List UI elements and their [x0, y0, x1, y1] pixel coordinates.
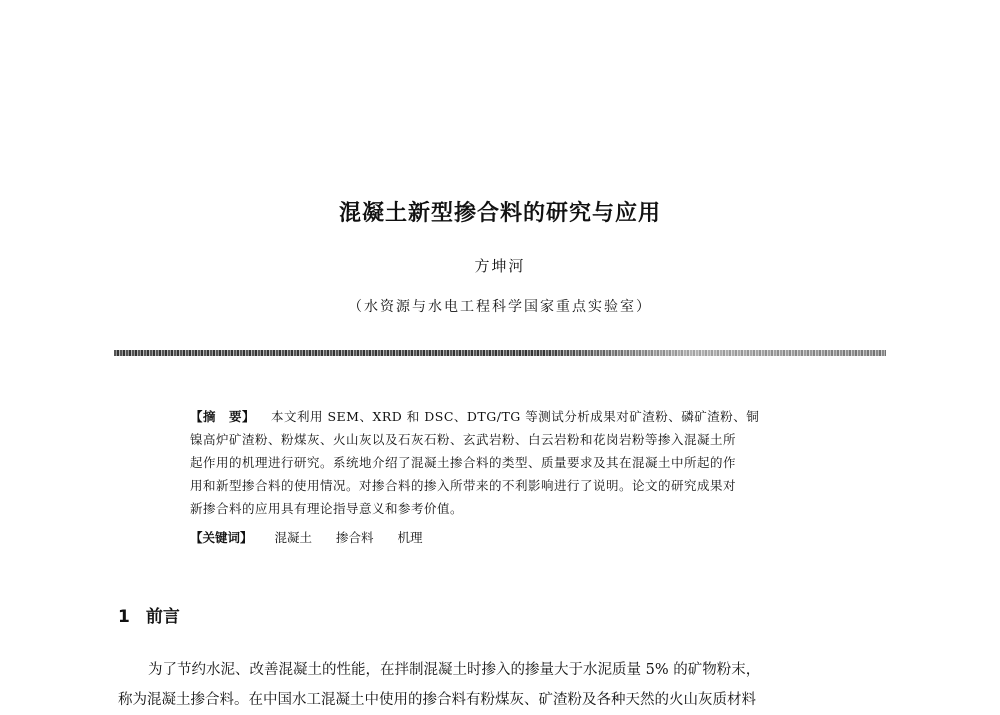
body-line: 为了节约水泥、改善混凝土的性能，在拌制混凝土时掺入的掺量大于水泥质量 5% 的矿物粉末，: [148, 662, 761, 678]
abstract-label: 【摘 要】: [190, 409, 256, 424]
abstract-text: 本文利用 SEM、XRD 和 DSC、DTG/TG 等测试分析成果对矿渣粉、磷矿渣粉、铜: [271, 409, 760, 424]
abstract-line: 新掺合料的应用具有理论指导意义和参考价值。: [190, 501, 464, 516]
keyword: 机理: [397, 530, 423, 545]
section-heading: [118, 602, 180, 627]
header-divider-fade: [114, 350, 886, 356]
keywords-label: 【关键词】: [190, 530, 253, 545]
body-paragraph: [118, 655, 893, 715]
keyword: 混凝土: [274, 530, 313, 545]
author-affiliation: （水资源与水电工程科学国家重点实验室）: [348, 299, 652, 315]
keywords-block: [190, 528, 443, 546]
abstract-line: 起作用的机理进行研究。系统地介绍了混凝土掺合料的类型、质量要求及其在混凝土中所起的作: [190, 455, 737, 470]
section-title: 前言: [145, 607, 180, 627]
paper-title: 混凝土新型掺合料的研究与应用: [338, 201, 661, 226]
abstract-line: 镍高炉矿渣粉、粉煤灰、火山灰以及石灰石粉、玄武岩粉、白云岩粉和花岗岩粉等掺入混凝土所: [190, 432, 737, 447]
abstract-line: 用和新型掺合料的使用情况。对掺合料的掺入所带来的不利影响进行了说明。论文的研究成果对: [190, 478, 737, 493]
section-number: 1: [118, 607, 130, 627]
author-name: 方坤河: [474, 257, 526, 275]
keyword: 掺合料: [336, 530, 374, 545]
abstract-block: [190, 405, 830, 520]
body-line: 称为混凝土掺合料。在中国水工混凝土中使用的掺合料有粉煤灰、矿渣粉及各种天然的火山灰质材料: [118, 692, 756, 708]
abstract-line: [190, 405, 830, 428]
